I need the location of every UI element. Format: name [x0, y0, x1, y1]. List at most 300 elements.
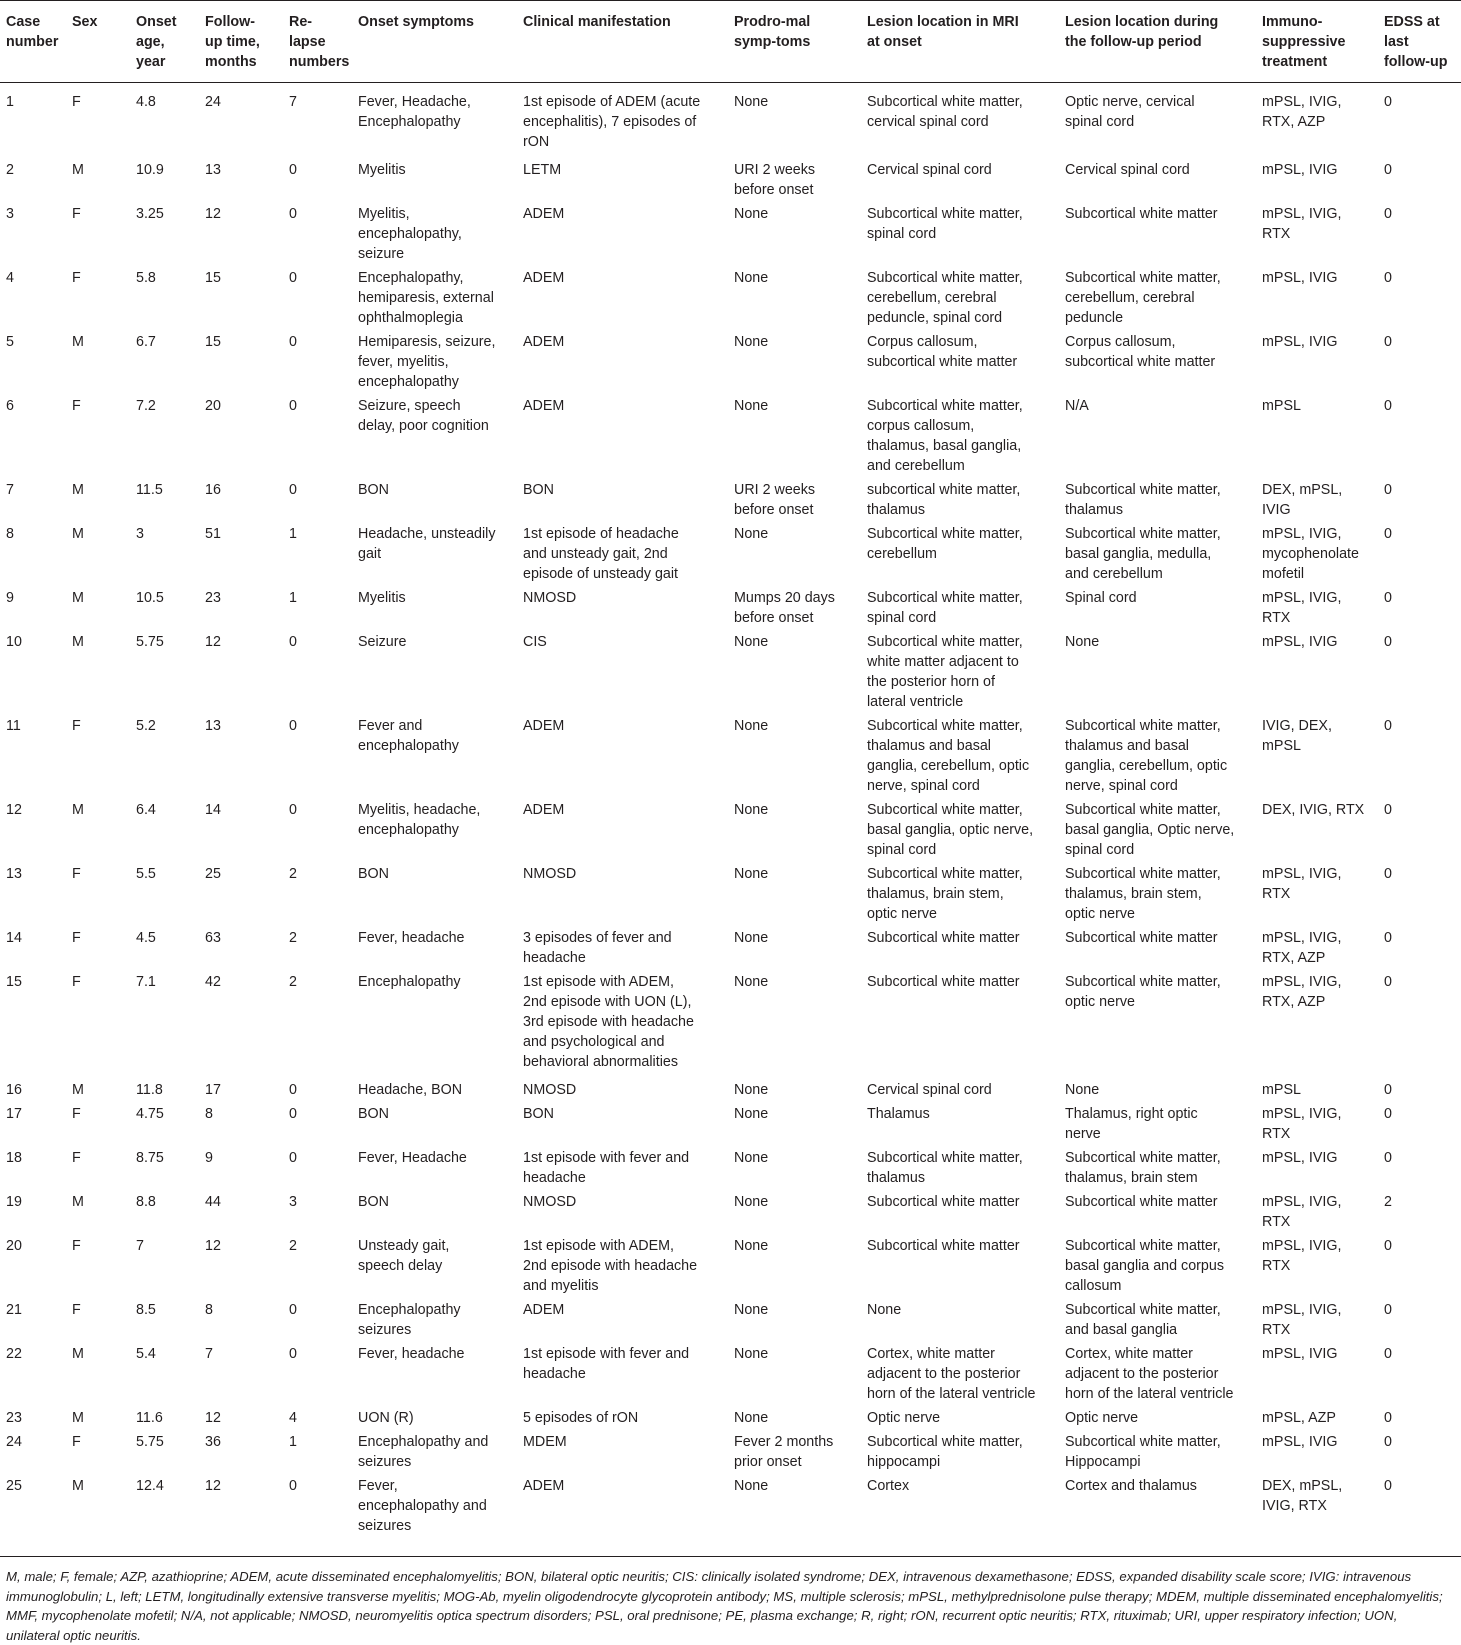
table-top-rule [0, 0, 1461, 1]
cell-edss: 0 [1384, 162, 1392, 178]
cell-prodromal-symptoms: None [734, 1082, 769, 1098]
cell-clinical-manifestation: 3 episodes of fever and headache [523, 930, 672, 966]
cell-edss: 0 [1384, 482, 1392, 498]
cell-lesion-follow-up: Subcortical white matter [1065, 206, 1218, 222]
cell-relapse-numbers: 2 [289, 1238, 297, 1254]
cell-sex: F [72, 718, 81, 734]
cell-edss: 0 [1384, 1410, 1392, 1426]
cell-clinical-manifestation: NMOSD [523, 866, 577, 882]
cell-lesion-follow-up: Subcortical white matter [1065, 1194, 1218, 1210]
header-lesion-onset: Lesion location in MRI at onset [867, 14, 1019, 50]
cell-onset-age: 8.75 [136, 1150, 164, 1166]
cell-lesion-follow-up: Subcortical white matter, thalamus [1065, 482, 1221, 518]
cell-sex: F [72, 94, 81, 110]
header-immunosuppressive-treatment: Immuno- suppressive treatment [1262, 14, 1346, 70]
cell-clinical-manifestation: ADEM [523, 1478, 565, 1494]
cell-lesion-onset: Cortex [867, 1478, 910, 1494]
cell-case-number: 5 [6, 334, 14, 350]
cell-lesion-onset: Subcortical white matter, thalamus [867, 1150, 1023, 1186]
cell-onset-symptoms: Headache, BON [358, 1082, 463, 1098]
cell-onset-age: 5.75 [136, 1434, 164, 1450]
cell-case-number: 3 [6, 206, 14, 222]
cell-case-number: 6 [6, 398, 14, 414]
cell-sex: F [72, 1238, 81, 1254]
cell-immunosuppressive-treatment: DEX, IVIG, RTX [1262, 802, 1365, 818]
cell-prodromal-symptoms: None [734, 270, 769, 286]
cell-lesion-follow-up: Subcortical white matter, basal ganglia, Optic nerve, spinal cord [1065, 802, 1235, 858]
cell-lesion-follow-up: Subcortical white matter, thalamus, brain stem, optic nerve [1065, 866, 1221, 922]
cell-case-number: 11 [6, 718, 21, 734]
cell-relapse-numbers: 4 [289, 1410, 297, 1426]
cell-immunosuppressive-treatment: mPSL, IVIG [1262, 634, 1338, 650]
cell-sex: F [72, 974, 81, 990]
cell-lesion-follow-up: Subcortical white matter, and basal ganglia [1065, 1302, 1221, 1338]
cell-edss: 0 [1384, 930, 1392, 946]
cell-onset-age: 7.1 [136, 974, 156, 990]
cell-lesion-onset: Optic nerve [867, 1410, 941, 1426]
cell-lesion-follow-up: None [1065, 1082, 1100, 1098]
table-bottom-rule [0, 1556, 1461, 1557]
cell-relapse-numbers: 0 [289, 718, 297, 734]
cell-relapse-numbers: 1 [289, 526, 297, 542]
cell-relapse-numbers: 0 [289, 1106, 297, 1122]
cell-lesion-follow-up: Spinal cord [1065, 590, 1137, 606]
cell-onset-age: 7 [136, 1238, 144, 1254]
cell-lesion-follow-up: Subcortical white matter, optic nerve [1065, 974, 1221, 1010]
cell-clinical-manifestation: ADEM [523, 270, 565, 286]
cell-edss: 0 [1384, 974, 1392, 990]
cell-immunosuppressive-treatment: mPSL, IVIG [1262, 270, 1338, 286]
cell-lesion-onset: Corpus callosum, subcortical white matter [867, 334, 1018, 370]
cell-onset-age: 11.5 [136, 482, 163, 498]
cell-follow-up-time: 44 [205, 1194, 221, 1210]
cell-case-number: 17 [6, 1106, 22, 1122]
cell-follow-up-time: 17 [205, 1082, 221, 1098]
cell-onset-age: 5.8 [136, 270, 156, 286]
cell-sex: M [72, 634, 84, 650]
cell-lesion-onset: Subcortical white matter, hippocampi [867, 1434, 1023, 1470]
cell-onset-symptoms: Encephalopathy [358, 974, 461, 990]
cell-onset-symptoms: Encephalopathy seizures [358, 1302, 461, 1338]
cell-prodromal-symptoms: None [734, 866, 769, 882]
cell-immunosuppressive-treatment: mPSL, IVIG [1262, 1150, 1338, 1166]
cell-edss: 0 [1384, 398, 1392, 414]
cell-lesion-onset: Subcortical white matter [867, 930, 1020, 946]
cell-relapse-numbers: 0 [289, 206, 297, 222]
cell-follow-up-time: 15 [205, 270, 221, 286]
cell-case-number: 18 [6, 1150, 22, 1166]
cell-prodromal-symptoms: None [734, 398, 769, 414]
cell-follow-up-time: 15 [205, 334, 221, 350]
cell-immunosuppressive-treatment: mPSL, IVIG [1262, 334, 1338, 350]
cell-lesion-onset: Subcortical white matter [867, 1194, 1020, 1210]
cell-immunosuppressive-treatment: mPSL, IVIG [1262, 162, 1338, 178]
cell-onset-symptoms: Myelitis [358, 590, 406, 606]
cell-lesion-onset: subcortical white matter, thalamus [867, 482, 1021, 518]
cell-follow-up-time: 12 [205, 1410, 221, 1426]
cell-immunosuppressive-treatment: mPSL, IVIG, RTX [1262, 206, 1342, 242]
cell-lesion-onset: Subcortical white matter, white matter adjacent to the posterior horn of lateral ventricle [867, 634, 1023, 710]
cell-onset-symptoms: Seizure, speech delay, poor cognition [358, 398, 489, 434]
cell-follow-up-time: 42 [205, 974, 221, 990]
cell-case-number: 19 [6, 1194, 22, 1210]
cell-lesion-onset: Subcortical white matter [867, 1238, 1020, 1254]
cell-prodromal-symptoms: None [734, 1346, 769, 1362]
cell-sex: F [72, 866, 81, 882]
cell-onset-symptoms: Hemiparesis, seizure, fever, myelitis, encephalopathy [358, 334, 496, 390]
cell-onset-symptoms: UON (R) [358, 1410, 414, 1426]
cell-lesion-onset: Subcortical white matter, spinal cord [867, 206, 1023, 242]
cell-follow-up-time: 12 [205, 634, 221, 650]
cell-prodromal-symptoms: Mumps 20 days before onset [734, 590, 835, 626]
cell-lesion-onset: Subcortical white matter [867, 974, 1020, 990]
header-prodromal-symptoms: Prodro-mal symp-toms [734, 14, 811, 50]
cell-onset-age: 10.9 [136, 162, 164, 178]
cell-onset-age: 4.5 [136, 930, 156, 946]
cell-follow-up-time: 23 [205, 590, 221, 606]
cell-case-number: 7 [6, 482, 14, 498]
cell-sex: M [72, 1410, 84, 1426]
cell-relapse-numbers: 0 [289, 1082, 297, 1098]
cell-immunosuppressive-treatment: mPSL [1262, 1082, 1301, 1098]
cell-follow-up-time: 63 [205, 930, 221, 946]
cell-prodromal-symptoms: None [734, 1106, 769, 1122]
cell-immunosuppressive-treatment: mPSL [1262, 398, 1301, 414]
cell-sex: F [72, 1434, 81, 1450]
header-clinical-manifestation: Clinical manifestation [523, 14, 671, 30]
cell-onset-age: 11.8 [136, 1082, 163, 1098]
cell-prodromal-symptoms: None [734, 1238, 769, 1254]
cell-prodromal-symptoms: None [734, 526, 769, 542]
cell-relapse-numbers: 0 [289, 802, 297, 818]
cell-sex: F [72, 1150, 81, 1166]
cell-immunosuppressive-treatment: IVIG, DEX, mPSL [1262, 718, 1332, 754]
cell-relapse-numbers: 0 [289, 1150, 297, 1166]
cell-edss: 2 [1384, 1194, 1392, 1210]
cell-lesion-follow-up: Subcortical white matter [1065, 930, 1218, 946]
cell-follow-up-time: 8 [205, 1106, 213, 1122]
cell-case-number: 2 [6, 162, 14, 178]
cell-lesion-follow-up: Subcortical white matter, Hippocampi [1065, 1434, 1221, 1470]
cell-follow-up-time: 24 [205, 94, 221, 110]
cell-relapse-numbers: 2 [289, 930, 297, 946]
cell-sex: M [72, 1194, 84, 1210]
cell-clinical-manifestation: 1st episode with ADEM, 2nd episode with headache and myelitis [523, 1238, 698, 1294]
cell-onset-age: 8.5 [136, 1302, 156, 1318]
cell-prodromal-symptoms: None [734, 1194, 769, 1210]
cell-follow-up-time: 25 [205, 866, 221, 882]
cell-lesion-onset: Subcortical white matter, spinal cord [867, 590, 1023, 626]
cell-relapse-numbers: 0 [289, 398, 297, 414]
cell-lesion-follow-up: Subcortical white matter, basal ganglia and corpus callosum [1065, 1238, 1224, 1294]
cell-lesion-follow-up: Cortex and thalamus [1065, 1478, 1197, 1494]
cell-follow-up-time: 13 [205, 718, 221, 734]
cell-case-number: 13 [6, 866, 22, 882]
cell-immunosuppressive-treatment: DEX, mPSL, IVIG [1262, 482, 1343, 518]
header-onset-age: Onset age, year [136, 14, 177, 70]
cell-onset-symptoms: Encephalopathy and seizures [358, 1434, 489, 1470]
cell-lesion-onset: Subcortical white matter, basal ganglia, optic nerve, spinal cord [867, 802, 1034, 858]
cell-edss: 0 [1384, 802, 1392, 818]
cell-onset-symptoms: Unsteady gait, speech delay [358, 1238, 450, 1274]
cell-case-number: 9 [6, 590, 14, 606]
cell-edss: 0 [1384, 866, 1392, 882]
cell-case-number: 20 [6, 1238, 22, 1254]
cell-case-number: 10 [6, 634, 22, 650]
cell-clinical-manifestation: 1st episode of headache and unsteady gait, 2nd episode of unsteady gait [523, 526, 679, 582]
cell-clinical-manifestation: BON [523, 1106, 554, 1122]
cell-relapse-numbers: 2 [289, 974, 297, 990]
cell-lesion-follow-up: Subcortical white matter, thalamus and basal ganglia, cerebellum, optic nerve, spinal cord [1065, 718, 1228, 794]
cell-prodromal-symptoms: None [734, 718, 769, 734]
cell-sex: M [72, 1082, 84, 1098]
cell-onset-age: 8.8 [136, 1194, 156, 1210]
cell-onset-symptoms: Fever, Headache, Encephalopathy [358, 94, 471, 130]
cell-sex: F [72, 270, 81, 286]
cell-case-number: 16 [6, 1082, 22, 1098]
cell-relapse-numbers: 0 [289, 1478, 297, 1494]
cell-lesion-follow-up: Corpus callosum, subcortical white matter [1065, 334, 1216, 370]
cell-follow-up-time: 9 [205, 1150, 213, 1166]
cell-onset-age: 7.2 [136, 398, 156, 414]
cell-case-number: 22 [6, 1346, 22, 1362]
cell-case-number: 1 [6, 94, 14, 110]
cell-clinical-manifestation: CIS [523, 634, 547, 650]
cell-immunosuppressive-treatment: mPSL, IVIG, RTX [1262, 1302, 1342, 1338]
cell-lesion-onset: Subcortical white matter, cerebellum [867, 526, 1023, 562]
cell-prodromal-symptoms: None [734, 1478, 769, 1494]
cell-edss: 0 [1384, 270, 1392, 286]
cell-prodromal-symptoms: None [734, 1302, 769, 1318]
cell-clinical-manifestation: 1st episode with fever and headache [523, 1150, 690, 1186]
cell-sex: F [72, 1302, 81, 1318]
cell-onset-symptoms: Headache, unsteadily gait [358, 526, 496, 562]
cell-lesion-onset: Cervical spinal cord [867, 162, 992, 178]
cell-lesion-follow-up: N/A [1065, 398, 1089, 414]
cell-prodromal-symptoms: None [734, 1150, 769, 1166]
cell-follow-up-time: 16 [205, 482, 221, 498]
cell-edss: 0 [1384, 1150, 1392, 1166]
cell-onset-symptoms: Fever, encephalopathy and seizures [358, 1478, 487, 1534]
cell-lesion-onset: Cervical spinal cord [867, 1082, 992, 1098]
header-onset-symptoms: Onset symptoms [358, 14, 474, 30]
cell-onset-symptoms: BON [358, 1194, 389, 1210]
cell-lesion-follow-up: Optic nerve [1065, 1410, 1139, 1426]
cell-immunosuppressive-treatment: mPSL, IVIG, RTX [1262, 590, 1342, 626]
cell-edss: 0 [1384, 1238, 1392, 1254]
cell-immunosuppressive-treatment: mPSL, IVIG, RTX [1262, 1194, 1342, 1230]
cell-follow-up-time: 12 [205, 206, 221, 222]
cell-clinical-manifestation: 1st episode with fever and headache [523, 1346, 690, 1382]
header-edss: EDSS at last follow-up [1384, 14, 1448, 70]
cell-case-number: 12 [6, 802, 22, 818]
cell-sex: M [72, 526, 84, 542]
cell-relapse-numbers: 3 [289, 1194, 297, 1210]
cell-sex: M [72, 1478, 84, 1494]
table-footnote: M, male; F, female; AZP, azathioprine; ADEM, acute disseminated encephalomyelitis; BON, bilateral optic neuritis; CIS: clinically isolated syndrome; DEX, intravenous dexamethasone; EDSS, expanded disability scale score; IVIG: intravenous immunoglobulin; L, left; LETM, longitudinally extensive transverse myelitis; MOG-Ab, myelin oligodendrocyte glycoprotein antibody; MS, multiple sclerosis; mPSL, methylprednisolone pulse therapy; MDEM, multiple disseminated encephalomyelitis; MMF, mycophenolate mofetil; N/A, not applicable; NMOSD, neuromyelitis optica spectrum disorders; PSL, oral prednisone; PE, plasma exchange; R, right; rON, recurrent optic neuritis; RTX, rituximab; URI, upper respiratory infection; UON, unilateral optic neuritis. [6, 1569, 1443, 1643]
cell-immunosuppressive-treatment: mPSL, IVIG, RTX, AZP [1262, 930, 1342, 966]
cell-edss: 0 [1384, 1478, 1392, 1494]
header-follow-up-time: Follow- up time, months [205, 14, 260, 70]
header-relapse-numbers: Re- lapse numbers [289, 14, 350, 70]
cell-clinical-manifestation: ADEM [523, 802, 565, 818]
cell-prodromal-symptoms: None [734, 634, 769, 650]
cell-sex: F [72, 398, 81, 414]
cell-onset-symptoms: Myelitis, headache, encephalopathy [358, 802, 481, 838]
cell-clinical-manifestation: LETM [523, 162, 562, 178]
cell-prodromal-symptoms: URI 2 weeks before onset [734, 162, 816, 198]
cell-onset-age: 4.75 [136, 1106, 164, 1122]
cell-onset-symptoms: Encephalopathy, hemiparesis, external ophthalmoplegia [358, 270, 494, 326]
cell-clinical-manifestation: 1st episode of ADEM (acute encephalitis), 7 episodes of rON [523, 94, 701, 150]
cell-lesion-follow-up: Subcortical white matter, thalamus, brain stem [1065, 1150, 1221, 1186]
cell-onset-symptoms: Fever, headache [358, 1346, 465, 1362]
cell-prodromal-symptoms: None [734, 1410, 769, 1426]
cell-relapse-numbers: 1 [289, 1434, 297, 1450]
cell-relapse-numbers: 7 [289, 94, 297, 110]
cell-relapse-numbers: 0 [289, 334, 297, 350]
cell-onset-symptoms: BON [358, 1106, 389, 1122]
cell-onset-age: 5.4 [136, 1346, 156, 1362]
cell-onset-age: 5.5 [136, 866, 156, 882]
cell-relapse-numbers: 0 [289, 634, 297, 650]
cell-edss: 0 [1384, 334, 1392, 350]
cell-clinical-manifestation: ADEM [523, 206, 565, 222]
cell-onset-age: 5.2 [136, 718, 156, 734]
cell-sex: F [72, 930, 81, 946]
cell-onset-age: 6.7 [136, 334, 156, 350]
header-sex: Sex [72, 14, 98, 30]
cell-onset-symptoms: Myelitis [358, 162, 406, 178]
cell-sex: M [72, 334, 84, 350]
cell-lesion-follow-up: Thalamus, right optic nerve [1065, 1106, 1198, 1142]
cell-case-number: 24 [6, 1434, 22, 1450]
cell-edss: 0 [1384, 590, 1392, 606]
cell-follow-up-time: 20 [205, 398, 221, 414]
cell-lesion-onset: Subcortical white matter, thalamus and basal ganglia, cerebellum, optic nerve, spinal cord [867, 718, 1030, 794]
header-lesion-follow-up: Lesion location during the follow-up period [1065, 14, 1219, 50]
cell-immunosuppressive-treatment: mPSL, AZP [1262, 1410, 1336, 1426]
cell-follow-up-time: 14 [205, 802, 221, 818]
cell-immunosuppressive-treatment: mPSL, IVIG, RTX, AZP [1262, 974, 1342, 1010]
cell-follow-up-time: 36 [205, 1434, 221, 1450]
cell-prodromal-symptoms: None [734, 802, 769, 818]
cell-immunosuppressive-treatment: mPSL, IVIG, RTX [1262, 1238, 1342, 1274]
cell-lesion-follow-up: Cortex, white matter adjacent to the posterior horn of the lateral ventricle [1065, 1346, 1234, 1402]
cell-onset-age: 12.4 [136, 1478, 164, 1494]
cell-clinical-manifestation: ADEM [523, 398, 565, 414]
cell-immunosuppressive-treatment: mPSL, IVIG [1262, 1346, 1338, 1362]
cell-clinical-manifestation: ADEM [523, 1302, 565, 1318]
cell-follow-up-time: 12 [205, 1238, 221, 1254]
cell-case-number: 15 [6, 974, 22, 990]
cell-relapse-numbers: 0 [289, 1346, 297, 1362]
cell-relapse-numbers: 0 [289, 270, 297, 286]
cell-lesion-follow-up: Cervical spinal cord [1065, 162, 1190, 178]
cell-follow-up-time: 51 [205, 526, 221, 542]
cell-sex: M [72, 802, 84, 818]
cell-onset-symptoms: Fever and encephalopathy [358, 718, 459, 754]
cell-edss: 0 [1384, 1346, 1392, 1362]
cell-onset-age: 3.25 [136, 206, 164, 222]
cell-case-number: 21 [6, 1302, 22, 1318]
cell-sex: M [72, 590, 84, 606]
cell-prodromal-symptoms: None [734, 930, 769, 946]
cell-lesion-onset: Subcortical white matter, corpus callosum, thalamus, basal ganglia, and cerebellum [867, 398, 1023, 474]
cell-relapse-numbers: 2 [289, 866, 297, 882]
cell-lesion-onset: Cortex, white matter adjacent to the posterior horn of the lateral ventricle [867, 1346, 1036, 1402]
cell-follow-up-time: 8 [205, 1302, 213, 1318]
cell-relapse-numbers: 0 [289, 162, 297, 178]
cell-edss: 0 [1384, 1434, 1392, 1450]
cell-onset-age: 6.4 [136, 802, 156, 818]
cell-edss: 0 [1384, 718, 1392, 734]
cell-lesion-onset: Subcortical white matter, cerebellum, cerebral peduncle, spinal cord [867, 270, 1023, 326]
cell-immunosuppressive-treatment: mPSL, IVIG, RTX [1262, 1106, 1342, 1142]
cell-prodromal-symptoms: None [734, 94, 769, 110]
cell-lesion-follow-up: Subcortical white matter, basal ganglia, medulla, and cerebellum [1065, 526, 1221, 582]
cell-edss: 0 [1384, 206, 1392, 222]
cell-onset-symptoms: Fever, headache [358, 930, 465, 946]
cell-onset-age: 3 [136, 526, 144, 542]
cell-case-number: 8 [6, 526, 14, 542]
cell-lesion-follow-up: Optic nerve, cervical spinal cord [1065, 94, 1195, 130]
cell-clinical-manifestation: NMOSD [523, 1082, 577, 1098]
cell-lesion-onset: Thalamus [867, 1106, 930, 1122]
cell-prodromal-symptoms: None [734, 206, 769, 222]
table-header-rule [0, 82, 1461, 83]
cell-immunosuppressive-treatment: mPSL, IVIG, mycophenolate mofetil [1262, 526, 1359, 582]
cell-onset-symptoms: Myelitis, encephalopathy, seizure [358, 206, 462, 262]
cell-case-number: 4 [6, 270, 14, 286]
cell-sex: M [72, 162, 84, 178]
cell-lesion-onset: Subcortical white matter, cervical spinal cord [867, 94, 1023, 130]
cell-sex: F [72, 206, 81, 222]
cell-relapse-numbers: 0 [289, 482, 297, 498]
cell-immunosuppressive-treatment: mPSL, IVIG, RTX [1262, 866, 1342, 902]
cell-case-number: 25 [6, 1478, 22, 1494]
cell-follow-up-time: 13 [205, 162, 221, 178]
cell-onset-age: 4.8 [136, 94, 156, 110]
cell-clinical-manifestation: ADEM [523, 334, 565, 350]
cell-immunosuppressive-treatment: DEX, mPSL, IVIG, RTX [1262, 1478, 1343, 1514]
cell-clinical-manifestation: NMOSD [523, 1194, 577, 1210]
cell-case-number: 23 [6, 1410, 22, 1426]
cell-edss: 0 [1384, 94, 1392, 110]
cell-sex: F [72, 1106, 81, 1122]
cell-onset-age: 11.6 [136, 1410, 163, 1426]
cell-follow-up-time: 12 [205, 1478, 221, 1494]
cell-lesion-follow-up: None [1065, 634, 1100, 650]
cell-onset-symptoms: Seizure [358, 634, 407, 650]
cell-lesion-follow-up: Subcortical white matter, cerebellum, cerebral peduncle [1065, 270, 1221, 326]
cell-onset-age: 5.75 [136, 634, 164, 650]
cell-edss: 0 [1384, 1082, 1392, 1098]
cell-lesion-onset: Subcortical white matter, thalamus, brain stem, optic nerve [867, 866, 1023, 922]
cell-case-number: 14 [6, 930, 22, 946]
cell-edss: 0 [1384, 1302, 1392, 1318]
cell-clinical-manifestation: 5 episodes of rON [523, 1410, 639, 1426]
cell-prodromal-symptoms: Fever 2 months prior onset [734, 1434, 834, 1470]
cell-onset-age: 10.5 [136, 590, 164, 606]
cell-clinical-manifestation: 1st episode with ADEM, 2nd episode with UON (L), 3rd episode with headache and psychological and behavioral abnormalities [523, 974, 694, 1070]
cell-clinical-manifestation: NMOSD [523, 590, 577, 606]
cell-relapse-numbers: 1 [289, 590, 297, 606]
cell-edss: 0 [1384, 526, 1392, 542]
cell-edss: 0 [1384, 1106, 1392, 1122]
cell-prodromal-symptoms: None [734, 334, 769, 350]
cell-onset-symptoms: Fever, Headache [358, 1150, 467, 1166]
